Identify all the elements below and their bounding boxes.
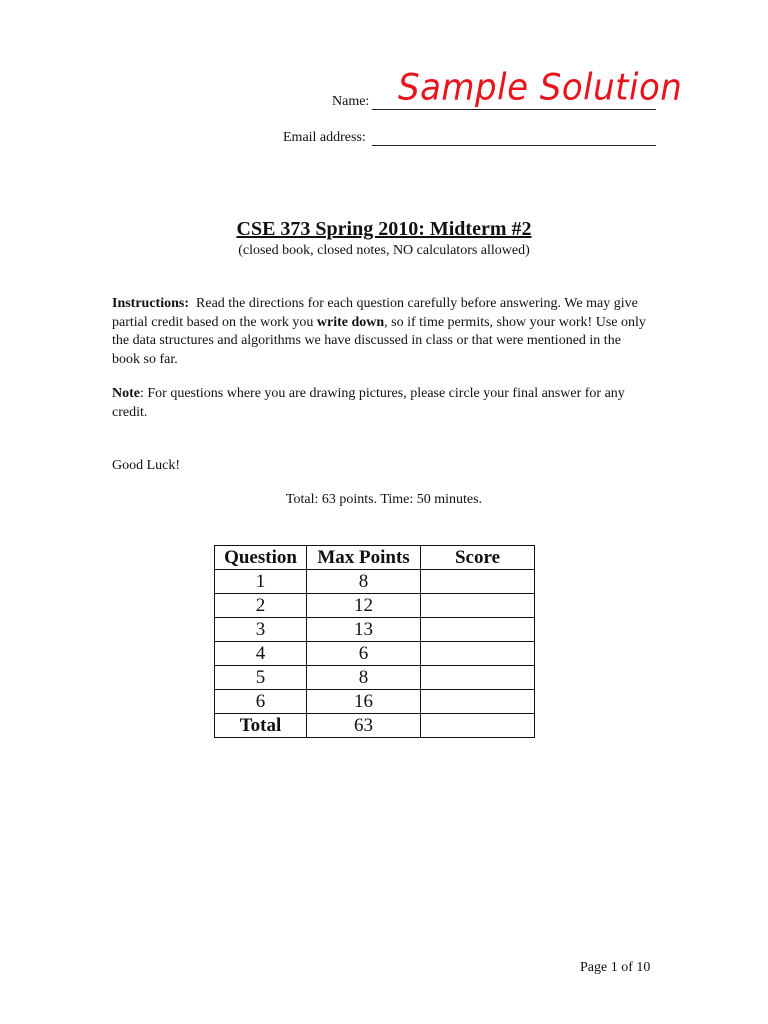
- question-cell: 5: [215, 666, 307, 690]
- exam-subtitle: (closed book, closed notes, NO calculators allowed): [238, 243, 530, 258]
- question-cell: 1: [215, 570, 307, 594]
- table-row: [215, 666, 535, 690]
- score-cell[interactable]: [421, 618, 535, 642]
- question-cell: 3: [215, 618, 307, 642]
- instructions-bold: write down: [316, 314, 385, 330]
- question-cell: 2: [215, 594, 307, 618]
- table-row: [215, 594, 535, 618]
- total-score-cell[interactable]: [421, 714, 535, 738]
- instructions-label: Instructions:: [112, 296, 190, 311]
- table-header-row: [215, 546, 535, 570]
- table-row: [215, 642, 535, 666]
- email-field-line[interactable]: [372, 130, 656, 146]
- page-number: Page 1 of 10: [580, 960, 651, 975]
- note-label: Note: [112, 386, 140, 401]
- max-points-cell: 13: [307, 618, 421, 642]
- note-paragraph: [112, 385, 652, 422]
- handwritten-name: Sample Solution: [398, 66, 683, 110]
- max-points-cell: 8: [307, 570, 421, 594]
- instructions-text-2: , so if time permits, show your work! Use only the data structures and algorithms we have discussed in class or that were mentioned in the book so far.: [112, 314, 646, 367]
- total-points-line: Total: 63 points. Time: 50 minutes.: [285, 492, 483, 507]
- total-max-points-cell: 63: [307, 714, 421, 738]
- table-total-row: [215, 714, 535, 738]
- score-table: [214, 545, 535, 738]
- score-cell[interactable]: [421, 594, 535, 618]
- table-row: [215, 618, 535, 642]
- table-row: [215, 690, 535, 714]
- instructions-text-1: Read the directions for each question carefully before answering. We may give partial credit based on the work you: [112, 296, 638, 330]
- header-max-points: Max Points: [307, 546, 421, 570]
- email-label: Email address:: [283, 130, 366, 145]
- score-cell[interactable]: [421, 690, 535, 714]
- score-cell[interactable]: [421, 642, 535, 666]
- max-points-cell: 8: [307, 666, 421, 690]
- max-points-cell: 12: [307, 594, 421, 618]
- header-score: Score: [421, 546, 535, 570]
- question-cell: 4: [215, 642, 307, 666]
- total-label-cell: Total: [215, 714, 307, 738]
- score-cell[interactable]: [421, 570, 535, 594]
- note-text: : For questions where you are drawing pictures, please circle your final answer for any credit.: [112, 386, 625, 420]
- instructions-paragraph: [112, 295, 652, 369]
- question-cell: 6: [215, 690, 307, 714]
- name-label: Name:: [332, 94, 370, 109]
- max-points-cell: 16: [307, 690, 421, 714]
- good-luck-text: Good Luck!: [112, 458, 181, 473]
- exam-title: CSE 373 Spring 2010: Midterm #2: [236, 218, 532, 240]
- table-row: [215, 570, 535, 594]
- score-cell[interactable]: [421, 666, 535, 690]
- max-points-cell: 6: [307, 642, 421, 666]
- header-question: Question: [215, 546, 307, 570]
